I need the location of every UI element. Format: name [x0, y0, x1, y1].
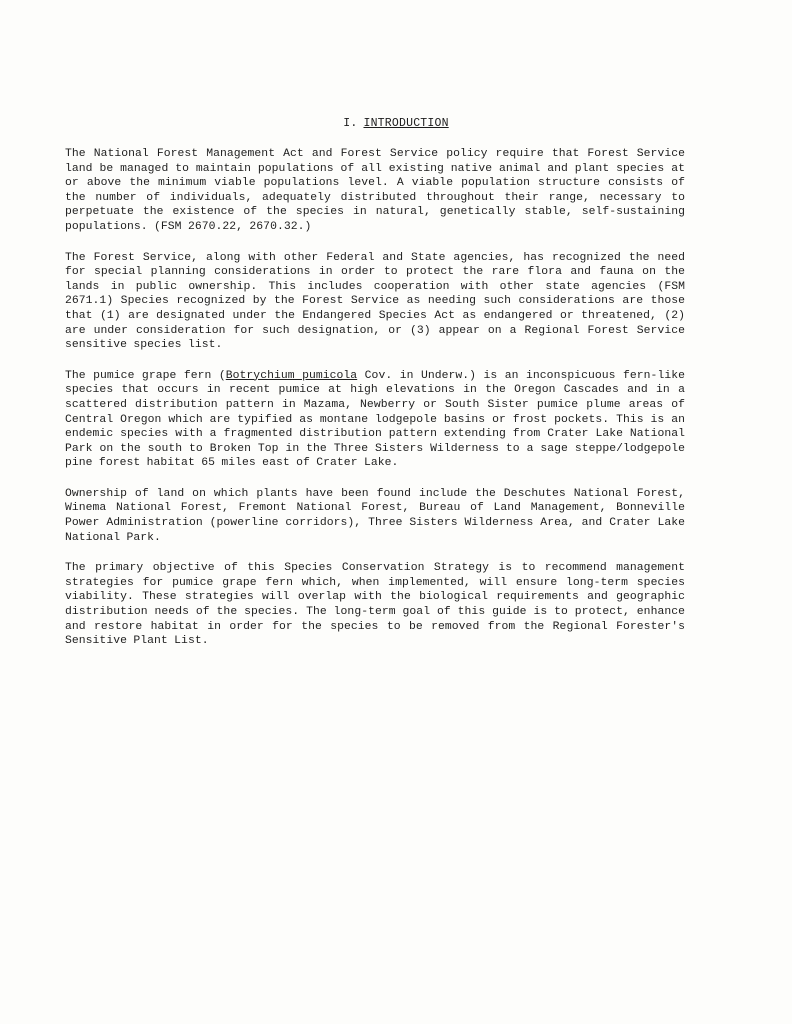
document-body — [65, 147, 685, 665]
species-text-after: Cov. in Underw.) is an inconspicuous fern-like species that occurs in recent pumice at high elevations in the Oregon Cascades and in a scattered distribution pattern in Mazama, Newberry or South Sister pumice plume areas of Central Oregon which are typified as montane lodgepole basins or frost pockets. This is an endemic species with a fragmented distribution pattern extending from Crater Lake National Park on the south to Broken Top in the Three Sisters Wilderness to a sage steppe/lodgepole pine forest habitat 65 miles east of Crater Lake. — [65, 369, 685, 470]
paragraph-objective: The primary objective of this Species Conservation Strategy is to recommend management strategies for pumice grape fern which, when implemented, will ensure long-term species viability. These strategies will overlap with the biological requirements and geographic distribution needs of the species. The long-term goal of this guide is to protect, enhance and restore habitat in order for the species to be removed from the Regional Forester's Sensitive Plant List. — [65, 562, 685, 648]
paragraph-policy: The National Forest Management Act and Forest Service policy require that Forest Service land be managed to maintain populations of all existing native animal and plant species at or above the minimum viable populations level. A viable population structure consists of the number of individuals, adequately distributed throughout their range, necessary to perpetuate the existence of the species in natural, genetically stable, self-sustaining populations. (FSM 2670.22, 2670.32.) — [65, 148, 685, 233]
paragraph-species-description — [65, 369, 685, 471]
section-title: INTRODUCTION — [363, 117, 449, 130]
section-heading — [0, 117, 792, 130]
paragraph-land-ownership: Ownership of land on which plants have been found include the Deschutes National Forest, Winema National Forest, Fremont National Forest, Bureau of Land Management, Bonneville Power Administration (powerline corridors), Three Sisters Wilderness Area, and Crater Lake National Park. — [65, 487, 685, 544]
section-number: I. — [343, 117, 358, 130]
paragraph-agencies: The Forest Service, along with other Federal and State agencies, has recognized the need for special planning considerations in order to protect the rare flora and fauna on the lands in public ownership. This includes cooperation with other state agencies (FSM 2671.1) Species recognized by the Forest Service as needing such considerations are those that (1) are designated under the Endangered Species Act as endangered or threatened, (2) are under consideration for such designation, or (3) appear on a Regional Forest Service sensitive species list. — [65, 251, 685, 352]
species-text-before: The pumice grape fern ( — [65, 369, 226, 382]
scientific-name: Botrychium pumicola — [225, 369, 358, 382]
